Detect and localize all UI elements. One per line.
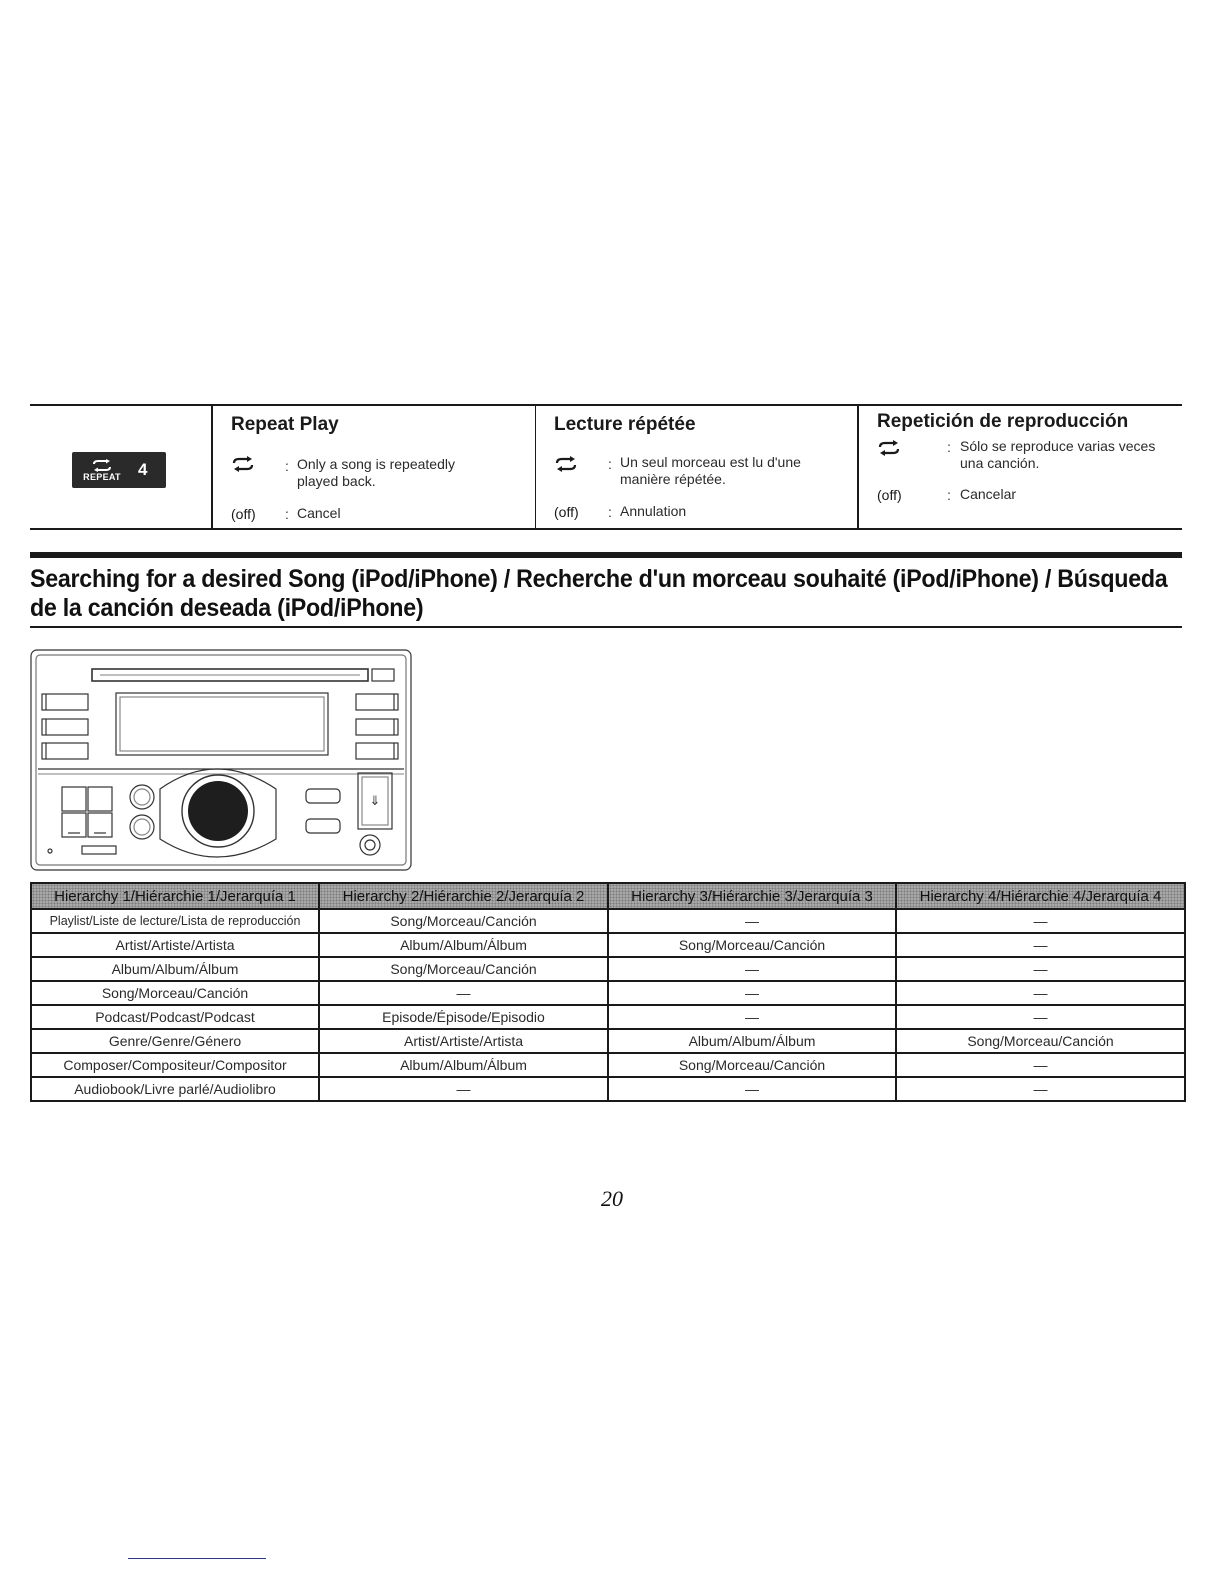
colon: : <box>608 456 612 472</box>
table-cell: — <box>319 981 608 1005</box>
table-cell: — <box>896 909 1185 933</box>
footer-rule <box>128 1558 266 1559</box>
car-stereo-illustration <box>30 649 412 871</box>
colon: : <box>285 506 289 522</box>
table-cell: Song/Morceau/Canción <box>31 981 319 1005</box>
table-cell: — <box>896 981 1185 1005</box>
repeat-french-column <box>536 406 859 528</box>
repeat-spanish-on-desc: Sólo se reproduce varias veces una canción. <box>960 438 1156 471</box>
table-header-row <box>31 883 1185 909</box>
table-row <box>31 957 1185 981</box>
section-title: Searching for a desired Song (iPod/iPhone) / Recherche d'un morceau souhaité (iPod/iPhone) / Búsqueda de la canción deseada (iPod/iPhone) <box>30 565 1168 622</box>
table-cell: — <box>896 1005 1185 1029</box>
table-cell: — <box>319 1077 608 1101</box>
table-cell: Album/Album/Álbum <box>319 1053 608 1077</box>
table-row <box>31 1005 1185 1029</box>
table-cell: — <box>608 1077 896 1101</box>
repeat-english-off-label: (off) <box>231 506 256 522</box>
repeat-english-column <box>213 406 536 528</box>
colon: : <box>285 458 289 474</box>
table-cell: — <box>896 1053 1185 1077</box>
table-cell: — <box>608 1005 896 1029</box>
table-cell: Song/Morceau/Canción <box>319 909 608 933</box>
table-cell: Artist/Artiste/Artista <box>31 933 319 957</box>
header-hierarchy-2: Hierarchy 2/Hiérarchie 2/Jerarquía 2 <box>319 883 608 909</box>
table-row <box>31 1077 1185 1101</box>
repeat-english-off-desc: Cancel <box>297 505 341 521</box>
table-cell: Song/Morceau/Canción <box>608 1053 896 1077</box>
table-cell: Song/Morceau/Canción <box>896 1029 1185 1053</box>
table-cell: Album/Album/Álbum <box>608 1029 896 1053</box>
repeat-french-off-desc: Annulation <box>620 503 687 519</box>
repeat-arrows-icon <box>231 456 255 472</box>
table-row <box>31 1053 1185 1077</box>
repeat-button-label: REPEAT <box>83 471 121 482</box>
repeat-button-number: 4 <box>138 460 148 479</box>
table-cell: Album/Album/Álbum <box>319 933 608 957</box>
table-cell: Song/Morceau/Canción <box>608 933 896 957</box>
table-cell: Podcast/Podcast/Podcast <box>31 1005 319 1029</box>
table-row <box>31 909 1185 933</box>
section-heading <box>30 552 1182 628</box>
colon: : <box>947 439 951 455</box>
table-cell: — <box>896 957 1185 981</box>
table-cell: Playlist/Liste de lecture/Lista de reproducción <box>31 909 319 933</box>
table-row <box>31 981 1185 1005</box>
table-cell: — <box>896 933 1185 957</box>
repeat-english-title: Repeat Play <box>231 414 339 435</box>
repeat-key-cell <box>30 406 213 528</box>
table-cell: Composer/Compositeur/Compositor <box>31 1053 319 1077</box>
table-cell: Genre/Genre/Género <box>31 1029 319 1053</box>
table-row <box>31 933 1185 957</box>
table-cell: — <box>608 909 896 933</box>
colon: : <box>608 504 612 520</box>
repeat-spanish-title: Repetición de reproducción <box>877 411 1129 432</box>
table-cell: Artist/Artiste/Artista <box>319 1029 608 1053</box>
table-cell: — <box>608 957 896 981</box>
table-cell: Album/Album/Álbum <box>31 957 319 981</box>
repeat-arrows-icon <box>90 459 114 472</box>
table-cell: Song/Morceau/Canción <box>319 957 608 981</box>
repeat-english-on-desc: Only a song is repeatedly played back. <box>297 456 455 489</box>
table-cell: Audiobook/Livre parlé/Audiolibro <box>31 1077 319 1101</box>
repeat-play-table <box>30 404 1182 530</box>
hierarchy-table <box>30 882 1186 1102</box>
repeat-button <box>72 452 166 488</box>
table-cell: Episode/Épisode/Episodio <box>319 1005 608 1029</box>
header-hierarchy-4: Hierarchy 4/Hiérarchie 4/Jerarquía 4 <box>896 883 1185 909</box>
table-row <box>31 1029 1185 1053</box>
header-hierarchy-1: Hierarchy 1/Hiérarchie 1/Jerarquía 1 <box>31 883 319 909</box>
colon: : <box>947 487 951 503</box>
page-number: 20 <box>601 1186 623 1211</box>
table-cell: — <box>896 1077 1185 1101</box>
svg-text:⇓: ⇓ <box>369 794 381 809</box>
table-cell: — <box>608 981 896 1005</box>
repeat-arrows-icon <box>877 440 901 456</box>
repeat-french-title: Lecture répétée <box>554 414 696 435</box>
repeat-french-on-desc: Un seul morceau est lu d'une manière répétée. <box>620 454 801 487</box>
repeat-spanish-off-label: (off) <box>877 487 902 503</box>
repeat-spanish-off-desc: Cancelar <box>960 486 1017 502</box>
repeat-arrows-icon <box>554 456 578 472</box>
repeat-spanish-column <box>859 406 1182 528</box>
header-hierarchy-3: Hierarchy 3/Hiérarchie 3/Jerarquía 3 <box>608 883 896 909</box>
repeat-french-off-label: (off) <box>554 504 579 520</box>
